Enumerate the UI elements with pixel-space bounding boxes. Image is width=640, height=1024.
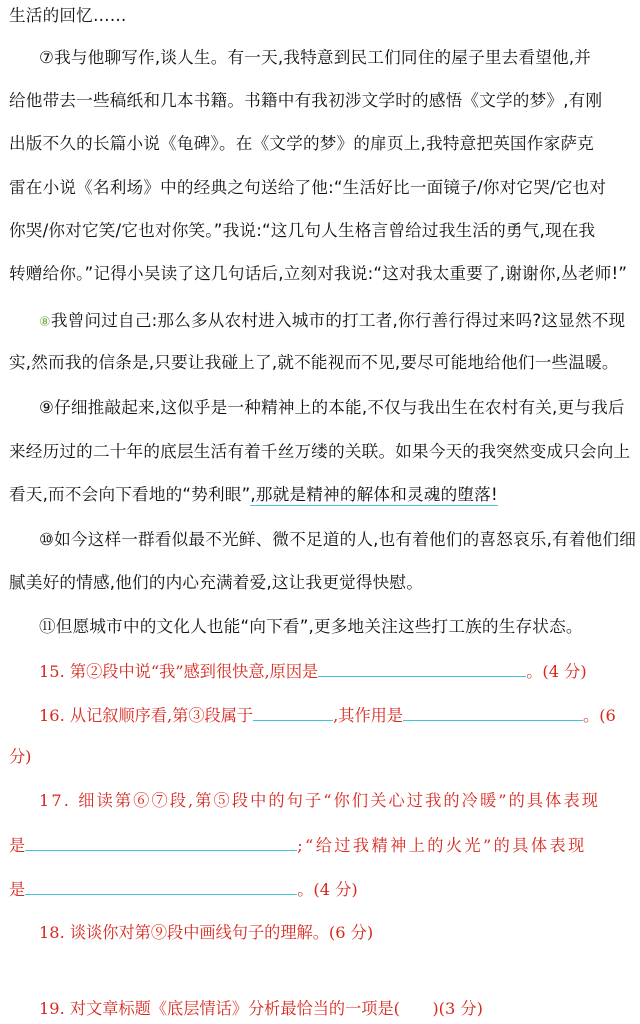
paragraph-7-line-1: ⑦我与他聊写作,谈人生。有一天,我特意到民工们同住的屋子里去看望他,并 — [39, 48, 592, 67]
paragraph-8-line-1-text: 我曾问过自己:那么多从农村进入城市的打工者,你行善行得过来吗?这显然不现 — [50, 311, 626, 330]
question-15-prompt: 15. 第②段中说“我”感到很快意,原因是 — [39, 662, 319, 681]
paragraph-8-line-1 — [39, 310, 625, 334]
question-16-score: 。(6 — [583, 706, 616, 725]
paragraph-10-line-2: 腻美好的情感,他们的内心充满着爱,这让我更觉得快慰。 — [9, 573, 423, 592]
paragraph-7-line-6: 转赠给你。”记得小吴读了这几句话后,立刻对我说:“这对我太重要了,谢谢你,丛老师!” — [9, 264, 628, 283]
question-17-line-2-text: ;“给过我精神上的火光”的具体表现 — [297, 836, 587, 855]
question-16-continued: 分) — [9, 747, 32, 766]
question-17-line-1: 17. 细读第⑥⑦段,第⑤段中的句子“你们关心过我的冷暖”的具体表现 — [39, 791, 601, 810]
question-16-blank-function[interactable] — [403, 703, 583, 721]
question-18: 18. 谈谈你对第⑨段中画线句子的理解。(6 分) — [39, 923, 374, 942]
question-16 — [39, 703, 616, 727]
question-16-blank-order[interactable] — [253, 703, 333, 721]
paragraph-9-line-1: ⑨仔细推敲起来,这似乎是一种精神上的本能,不仅与我出生在农村有关,更与我后 — [39, 398, 625, 417]
question-19: 19. 对文章标题《底层情话》分析最恰当的一项是( )(3 分) — [39, 999, 483, 1018]
question-17-score: 。(4 分) — [297, 880, 358, 899]
question-17-line-3 — [9, 877, 358, 901]
paragraph-8-line-2: 实,然而我的信条是,只要让我碰上了,就不能视而不见,要尽可能地给他们一些温暖。 — [9, 353, 619, 372]
question-17-line-2 — [9, 833, 587, 857]
question-17-line-3-prefix: 是 — [9, 880, 26, 899]
paragraph-9-line-3 — [9, 484, 498, 506]
paragraph-8-marker: ⑧ — [39, 315, 51, 330]
paragraph-9-line-3-text: 看天,而不会向下看地的“势利眼” — [9, 485, 251, 504]
question-17-blank-1[interactable] — [25, 833, 297, 851]
question-16-mid: ,其作用是 — [333, 706, 404, 725]
paragraph-6-tail: 生活的回忆…… — [9, 6, 127, 25]
question-15-answer-blank[interactable] — [318, 659, 526, 677]
paragraph-9-line-2: 来经历过的二十年的底层生活有着千丝万缕的关联。如果今天的我突然变成只会向上 — [9, 442, 631, 461]
underlined-sentence: ,那就是精神的解体和灵魂的堕落! — [250, 485, 498, 504]
question-17-line-2-prefix: 是 — [9, 836, 26, 855]
paragraph-11: ⑪但愿城市中的文化人也能“向下看”,更多地关注这些打工族的生存状态。 — [39, 617, 583, 636]
paragraph-7-line-4: 雷在小说《名利场》中的经典之句送给了他:“生活好比一面镜子/你对它哭/它也对 — [9, 178, 607, 197]
paragraph-7-line-3: 出版不久的长篇小说《龟碑》。在《文学的梦》的扉页上,我特意把英国作家萨克 — [9, 134, 594, 153]
question-15 — [39, 659, 587, 683]
paragraph-7-line-2: 给他带去一些稿纸和几本书籍。书籍中有我初涉文学时的感悟《文学的梦》,有刚 — [9, 91, 603, 110]
question-17-blank-2[interactable] — [25, 877, 297, 895]
paragraph-10-line-1: ⑩如今这样一群看似最不光鲜、微不足道的人,也有着他们的喜怒哀乐,有着他们细 — [39, 530, 637, 549]
question-15-score: 。(4 分) — [526, 662, 587, 681]
paragraph-7-line-5: 你哭/你对它笑/它也对你笑。”我说:“这几句人生格言曾给过我生活的勇气,现在我 — [9, 221, 596, 240]
question-16-prompt: 16. 从记叙顺序看,第③段属于 — [39, 706, 254, 725]
